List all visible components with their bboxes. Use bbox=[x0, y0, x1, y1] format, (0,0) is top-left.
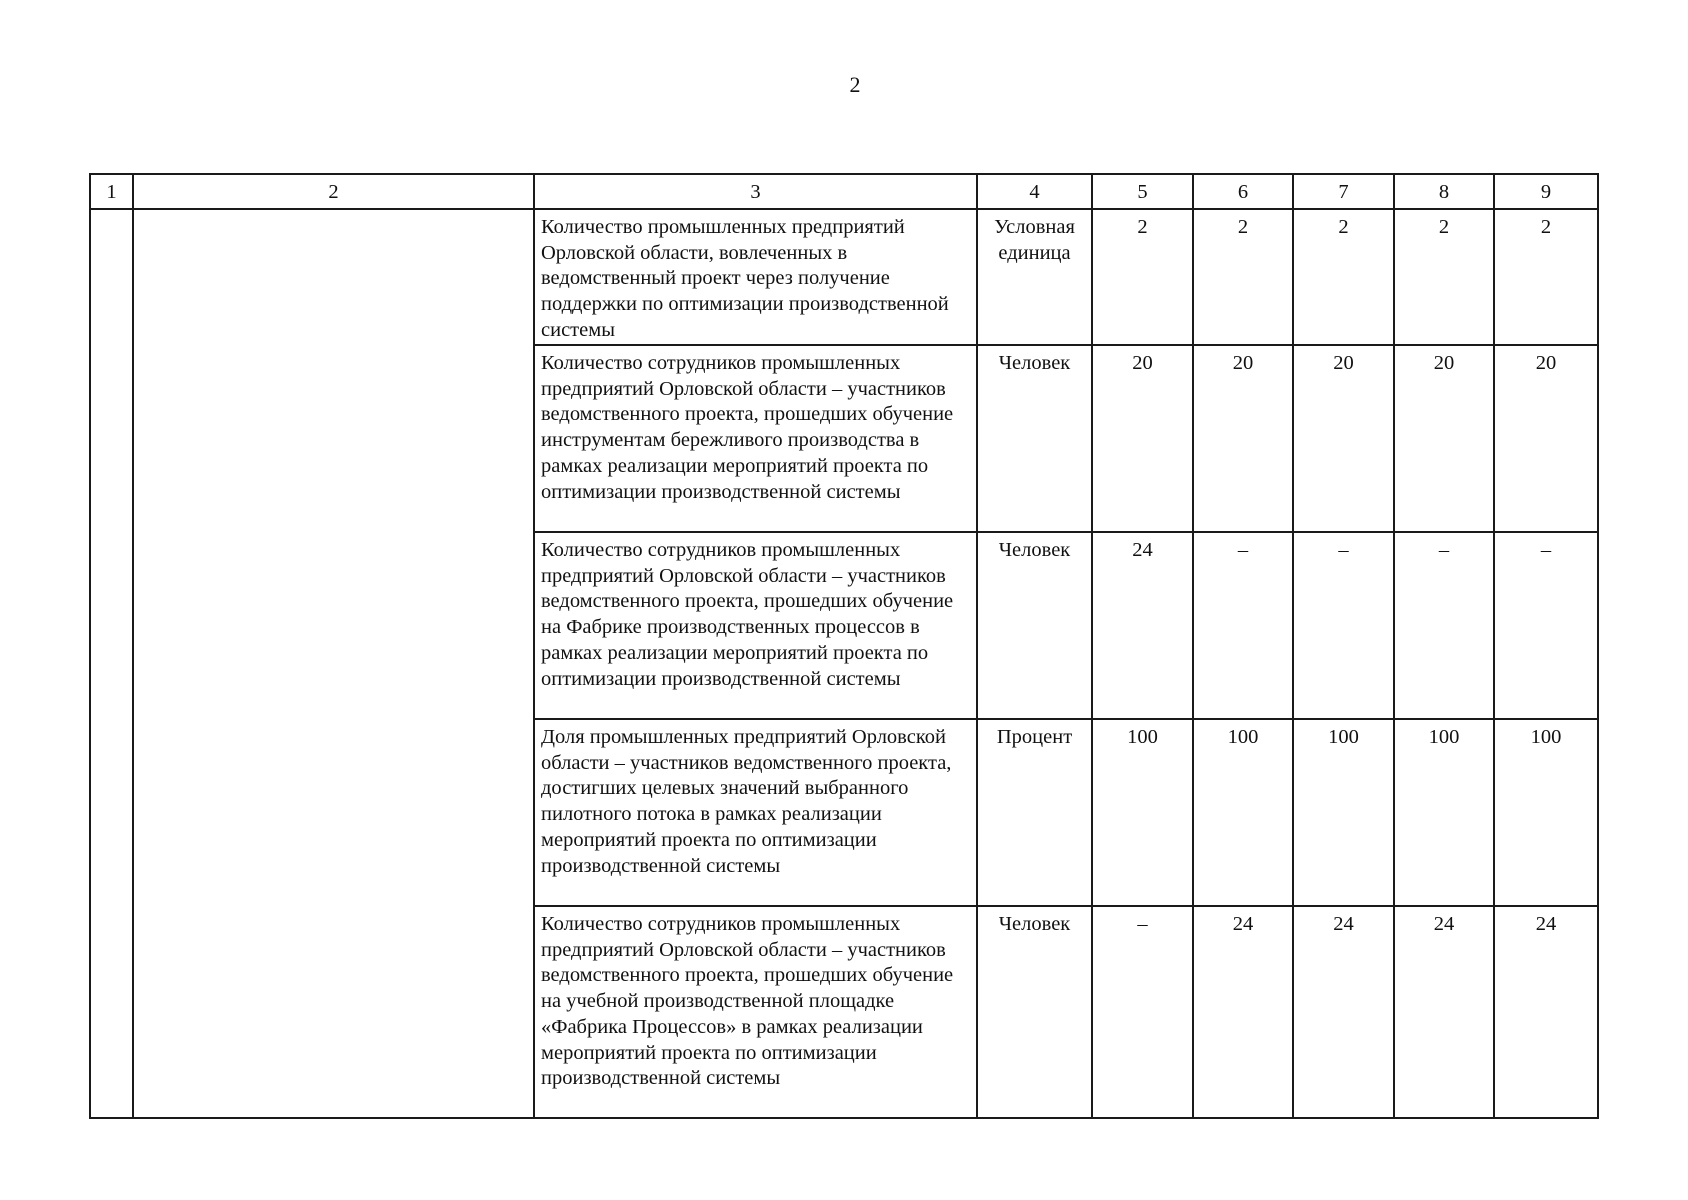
value-cell: 100 bbox=[1193, 719, 1293, 906]
indicator-name-cell: Количество сотрудников промышленных предприятий Орловской области – участников ведомственного проекта, прошедших обучение инструментам бережливого производства в рамках реализации мероприятий проекта по оптимизации производственной системы bbox=[534, 345, 977, 532]
value-cell: – bbox=[1494, 532, 1598, 719]
value-cell: 24 bbox=[1092, 532, 1193, 719]
table-row bbox=[90, 209, 1598, 345]
value-cell: 2 bbox=[1394, 209, 1494, 345]
header-cell-7: 7 bbox=[1293, 174, 1394, 209]
unit-cell: Процент bbox=[977, 719, 1092, 906]
value-cell: 2 bbox=[1293, 209, 1394, 345]
indicator-name-cell: Доля промышленных предприятий Орловской области – участников ведомственного проекта, достигших целевых значений выбранного пилотного потока в рамках реализации мероприятий проекта по оптимизации производственной системы bbox=[534, 719, 977, 906]
value-cell: 2 bbox=[1092, 209, 1193, 345]
value-cell: – bbox=[1394, 532, 1494, 719]
header-cell-5: 5 bbox=[1092, 174, 1193, 209]
unit-cell: Человек bbox=[977, 906, 1092, 1118]
indicators-table bbox=[89, 173, 1599, 1119]
value-cell: 2 bbox=[1494, 209, 1598, 345]
header-cell-6: 6 bbox=[1193, 174, 1293, 209]
indicator-name-cell: Количество сотрудников промышленных предприятий Орловской области – участников ведомственного проекта, прошедших обучение на Фабрике производственных процессов в рамках реализации мероприятий проекта по оптимизации производственной системы bbox=[534, 532, 977, 719]
value-cell: 20 bbox=[1494, 345, 1598, 532]
value-cell: 24 bbox=[1193, 906, 1293, 1118]
value-cell: 20 bbox=[1092, 345, 1193, 532]
value-cell: – bbox=[1293, 532, 1394, 719]
value-cell: – bbox=[1193, 532, 1293, 719]
value-cell: 20 bbox=[1394, 345, 1494, 532]
value-cell: 100 bbox=[1092, 719, 1193, 906]
value-cell: 24 bbox=[1293, 906, 1394, 1118]
header-cell-1: 1 bbox=[90, 174, 133, 209]
value-cell: 100 bbox=[1394, 719, 1494, 906]
page-number: 2 bbox=[849, 72, 861, 97]
value-cell: 100 bbox=[1293, 719, 1394, 906]
header-cell-9: 9 bbox=[1494, 174, 1598, 209]
header-cell-3: 3 bbox=[534, 174, 977, 209]
unit-cell: Условная единица bbox=[977, 209, 1092, 345]
value-cell: 2 bbox=[1193, 209, 1293, 345]
value-cell: 24 bbox=[1494, 906, 1598, 1118]
header-cell-8: 8 bbox=[1394, 174, 1494, 209]
indicator-name-cell: Количество промышленных предприятий Орловской области, вовлеченных в ведомственный проект через получение поддержки по оптимизации производственной системы bbox=[534, 209, 977, 345]
value-cell: – bbox=[1092, 906, 1193, 1118]
header-cell-4: 4 bbox=[977, 174, 1092, 209]
value-cell: 100 bbox=[1494, 719, 1598, 906]
unit-cell: Человек bbox=[977, 345, 1092, 532]
value-cell: 20 bbox=[1293, 345, 1394, 532]
row-number-cell bbox=[90, 209, 133, 1118]
header-cell-2: 2 bbox=[133, 174, 534, 209]
goal-cell bbox=[133, 209, 534, 1118]
value-cell: 24 bbox=[1394, 906, 1494, 1118]
value-cell: 20 bbox=[1193, 345, 1293, 532]
unit-cell: Человек bbox=[977, 532, 1092, 719]
indicator-name-cell: Количество сотрудников промышленных предприятий Орловской области – участников ведомственного проекта, прошедших обучение на учебной производственной площадке «Фабрика Процессов» в рамках реализации мероприятий проекта по оптимизации производственной системы bbox=[534, 906, 977, 1118]
table-header-row bbox=[90, 174, 1598, 209]
